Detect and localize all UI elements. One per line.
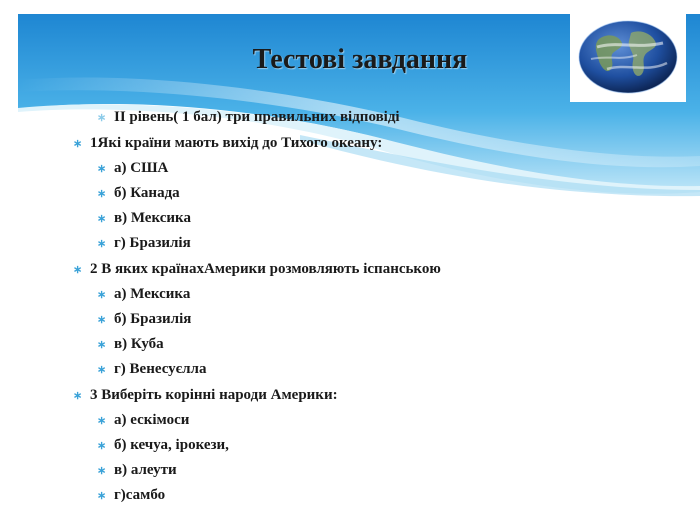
list-item [73, 259, 441, 279]
list-item-text: а) ескімоси [114, 411, 190, 428]
list-item [97, 183, 180, 203]
asterisk-bullet-icon: ∗ [97, 489, 107, 502]
list-item-text: 2 В яких країнахАмерики розмовляють іспанською [90, 260, 441, 277]
asterisk-bullet-icon: ∗ [73, 263, 83, 276]
slide-title: Тестові завдання [252, 44, 468, 75]
list-item-text: а) США [114, 159, 169, 176]
asterisk-bullet-icon: ∗ [97, 187, 107, 200]
asterisk-bullet-icon: ∗ [97, 237, 107, 250]
asterisk-bullet-icon: ∗ [73, 137, 83, 150]
asterisk-bullet-icon: ∗ [73, 389, 83, 402]
list-item [97, 284, 190, 304]
list-item-text: ІІ рівень( 1 бал) три правильних відповіді [114, 108, 400, 125]
list-item-text: 3 Виберіть корінні народи Америки: [90, 386, 338, 403]
list-item-text: в) Куба [114, 335, 164, 352]
asterisk-bullet-icon: ∗ [97, 414, 107, 427]
list-item [97, 208, 191, 228]
list-item [97, 158, 168, 178]
list-item [97, 107, 400, 127]
list-item-text: 1Які країни мають вихід до Тихого океану: [90, 134, 383, 151]
list-item-text: б) Бразилія [114, 310, 192, 327]
list-item-text: а) Мексика [114, 285, 191, 302]
asterisk-bullet-icon: ∗ [97, 212, 107, 225]
list-item [97, 309, 191, 329]
list-item-text: г)самбо [114, 486, 166, 503]
asterisk-bullet-icon: ∗ [97, 338, 107, 351]
list-item [73, 133, 382, 153]
asterisk-bullet-icon: ∗ [97, 464, 107, 477]
list-item [97, 485, 165, 505]
asterisk-bullet-icon: ∗ [97, 288, 107, 301]
asterisk-bullet-icon: ∗ [97, 313, 107, 326]
list-item-text: в) Мексика [114, 209, 191, 226]
asterisk-bullet-icon: ∗ [97, 111, 107, 124]
list-item [97, 435, 229, 455]
list-item [97, 359, 206, 379]
list-item-text: г) Венесуєлла [114, 360, 207, 377]
list-item-text: б) Канада [114, 184, 180, 201]
list-item-text: г) Бразилія [114, 234, 191, 251]
asterisk-bullet-icon: ∗ [97, 363, 107, 376]
list-item-text: б) кечуа, ірокези, [114, 436, 229, 453]
list-item [97, 460, 177, 480]
list-item [97, 410, 189, 430]
list-item [73, 385, 338, 405]
asterisk-bullet-icon: ∗ [97, 162, 107, 175]
list-item [97, 334, 164, 354]
list-item-text: в) алеути [114, 461, 177, 478]
list-item [97, 233, 191, 253]
asterisk-bullet-icon: ∗ [97, 439, 107, 452]
